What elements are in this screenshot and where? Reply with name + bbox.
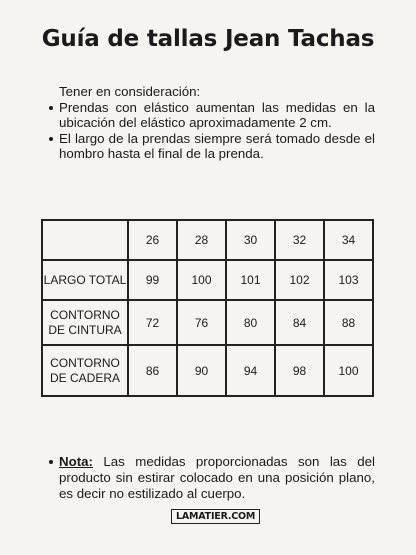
- intro-bullet-list: [49, 100, 375, 162]
- table-cell: 100: [177, 260, 226, 300]
- size-header-row: [42, 220, 373, 260]
- table-cell: 99: [128, 260, 177, 300]
- note-list: [49, 454, 375, 502]
- table-cell: 84: [275, 300, 324, 345]
- table-cell: 86: [128, 345, 177, 396]
- table-cell: 101: [226, 260, 275, 300]
- table-row-contorno-cintura: [42, 300, 373, 345]
- size-header-28: 28: [177, 220, 226, 260]
- size-header-34: 34: [324, 220, 373, 260]
- table-cell: 80: [226, 300, 275, 345]
- size-header-26: 26: [128, 220, 177, 260]
- table-cell: 102: [275, 260, 324, 300]
- table-cell: 76: [177, 300, 226, 345]
- row-label-contorno-cintura: CONTORNO DE CINTURA: [42, 300, 128, 345]
- table-cell: 72: [128, 300, 177, 345]
- intro-lead: Tener en consideración:: [59, 84, 201, 99]
- intro-section: [49, 84, 375, 162]
- row-label-contorno-cadera: CONTORNO DE CADERA: [42, 345, 128, 396]
- size-header-32: 32: [275, 220, 324, 260]
- page-title: Guía de tallas Jean Tachas: [41, 26, 375, 52]
- row-label-largo-total: LARGO TOTAL: [42, 260, 128, 300]
- intro-bullet: Prendas con elástico aumentan las medidas en la ubicación del elástico aproximadamente 2 cm.: [49, 100, 375, 131]
- table-cell: 94: [226, 345, 275, 396]
- size-header-30: 30: [226, 220, 275, 260]
- table-row-contorno-cadera: [42, 345, 373, 396]
- intro-bullet: El largo de la prendas siempre será tomado desde el hombro hasta el final de la prenda.: [49, 131, 375, 162]
- table-cell: 90: [177, 345, 226, 396]
- table-corner-cell: [42, 220, 128, 260]
- brand-logo: LAMATIER.COM: [171, 509, 260, 524]
- table-cell: 100: [324, 345, 373, 396]
- table-row-largo-total: [42, 260, 373, 300]
- table-cell: 98: [275, 345, 324, 396]
- table-cell: 103: [324, 260, 373, 300]
- note-label: Nota:: [59, 454, 93, 469]
- size-table: [41, 219, 374, 397]
- note-section: [49, 454, 375, 502]
- table-cell: 88: [324, 300, 373, 345]
- note-text: Las medidas proporcionadas son las del producto sin estirar colocado en una posición plano, es decir no estilizado al cuerpo.: [59, 454, 375, 501]
- note-bullet: [49, 454, 375, 502]
